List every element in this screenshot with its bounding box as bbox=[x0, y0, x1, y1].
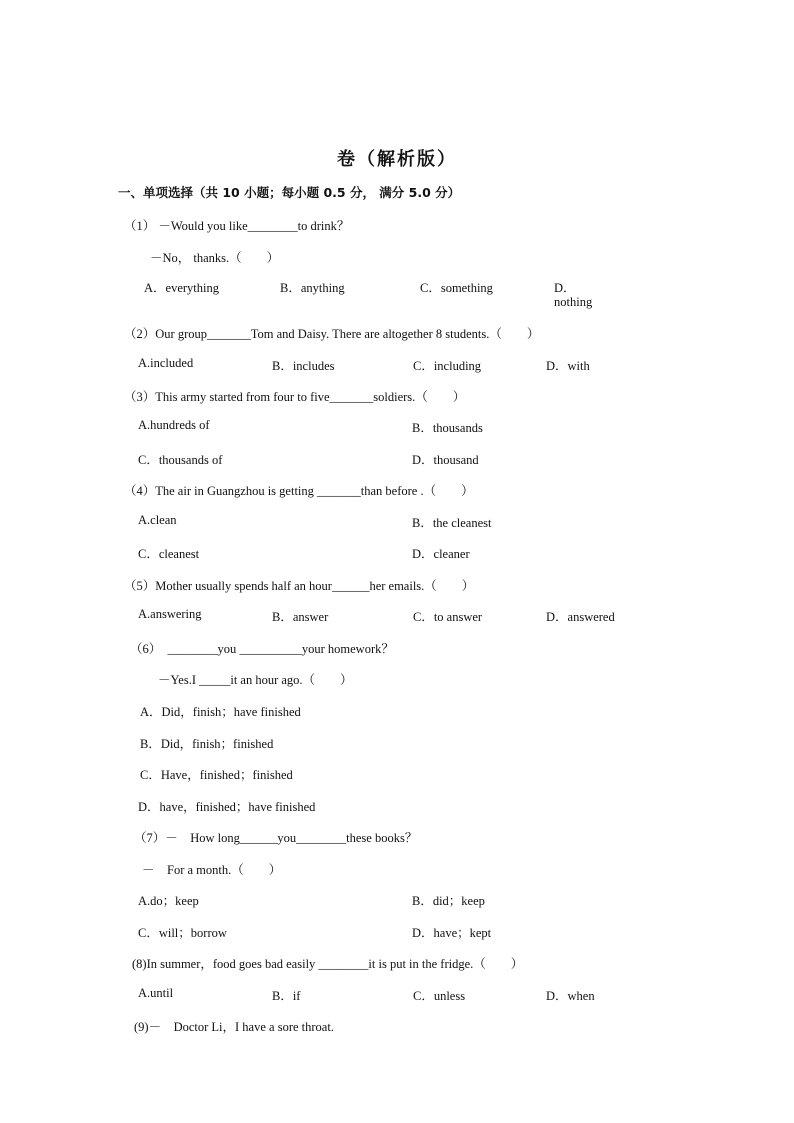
question-1-reply: －No， thanks.（ ） bbox=[150, 251, 280, 265]
question-9-stem: (9)－ Doctor Li，I have a sore throat. bbox=[134, 1020, 334, 1034]
question-1-option-d: D． bbox=[554, 281, 576, 295]
question-5-option-c: C．to answer bbox=[413, 610, 483, 624]
question-2-stem: （2）Our group_______Tom and Daisy. There are altogether 8 students.（ ） bbox=[124, 327, 540, 341]
question-7-option-c: C．will；borrow bbox=[138, 926, 227, 940]
question-7-stem: （7）－ How long______you________these books？ bbox=[134, 831, 418, 845]
question-6-option-c: C．Have，finished；finished bbox=[140, 768, 293, 782]
question-1-option-d-text: nothing bbox=[554, 295, 593, 309]
question-4-option-c: C．cleanest bbox=[138, 547, 200, 561]
question-8-option-a: A.until bbox=[138, 986, 174, 1000]
question-5-option-b: B．answer bbox=[272, 610, 329, 624]
question-6-reply: －Yes.I _____it an hour ago.（ ） bbox=[158, 673, 353, 687]
question-6-option-b: B．Did，finish；finished bbox=[140, 737, 274, 751]
question-1-option-a: A．everything bbox=[144, 281, 219, 295]
question-2-option-c: C．including bbox=[413, 359, 482, 373]
question-3-option-b: B．thousands bbox=[412, 421, 483, 435]
question-3-option-a: A.hundreds of bbox=[138, 418, 210, 432]
question-3-option-c: C．thousands of bbox=[138, 453, 223, 467]
question-3-option-d: D．thousand bbox=[412, 453, 479, 467]
section-heading: 一、单项选择（共 10 小题；每小题 0.5 分， 满分 5.0 分） bbox=[118, 185, 461, 200]
question-1-option-b: B．anything bbox=[280, 281, 345, 295]
question-8-option-d: D．when bbox=[546, 989, 595, 1003]
question-5-stem: （5）Mother usually spends half an hour______her emails.（ ） bbox=[124, 579, 475, 593]
question-6-option-a: A．Did，finish；have finished bbox=[140, 705, 301, 719]
question-5-option-a: A.answering bbox=[138, 607, 202, 621]
question-1-stem: （1） －Would you like________to drink？ bbox=[124, 219, 350, 233]
question-6-stem: （6） ________you __________your homework？ bbox=[130, 642, 394, 656]
question-1-option-c: C．something bbox=[420, 281, 493, 295]
question-4-option-d: D．cleaner bbox=[412, 547, 470, 561]
question-7-reply: － For a month.（ ） bbox=[142, 863, 282, 877]
question-2-option-d: D．with bbox=[546, 359, 590, 373]
question-7-option-a: A.do；keep bbox=[138, 894, 199, 908]
page-title: 卷（解析版） bbox=[337, 149, 457, 170]
question-5-option-d: D．answered bbox=[546, 610, 615, 624]
question-4-option-b: B．the cleanest bbox=[412, 516, 492, 530]
question-6-option-d: D．have，finished；have finished bbox=[138, 800, 316, 814]
question-4-option-a: A.clean bbox=[138, 513, 177, 527]
question-8-option-b: B．if bbox=[272, 989, 301, 1003]
question-3-stem: （3）This army started from four to five_______soldiers.（ ） bbox=[124, 390, 466, 404]
question-4-stem: （4）The air in Guangzhou is getting _______than before .（ ） bbox=[124, 484, 474, 498]
question-7-option-d: D．have；kept bbox=[412, 926, 492, 940]
question-7-option-b: B．did；keep bbox=[412, 894, 485, 908]
question-2-option-a: A.included bbox=[138, 356, 194, 370]
question-2-option-b: B．includes bbox=[272, 359, 335, 373]
question-8-option-c: C．unless bbox=[413, 989, 466, 1003]
question-8-stem: (8)In summer，food goes bad easily ________it is put in the fridge.（ ） bbox=[132, 957, 524, 971]
